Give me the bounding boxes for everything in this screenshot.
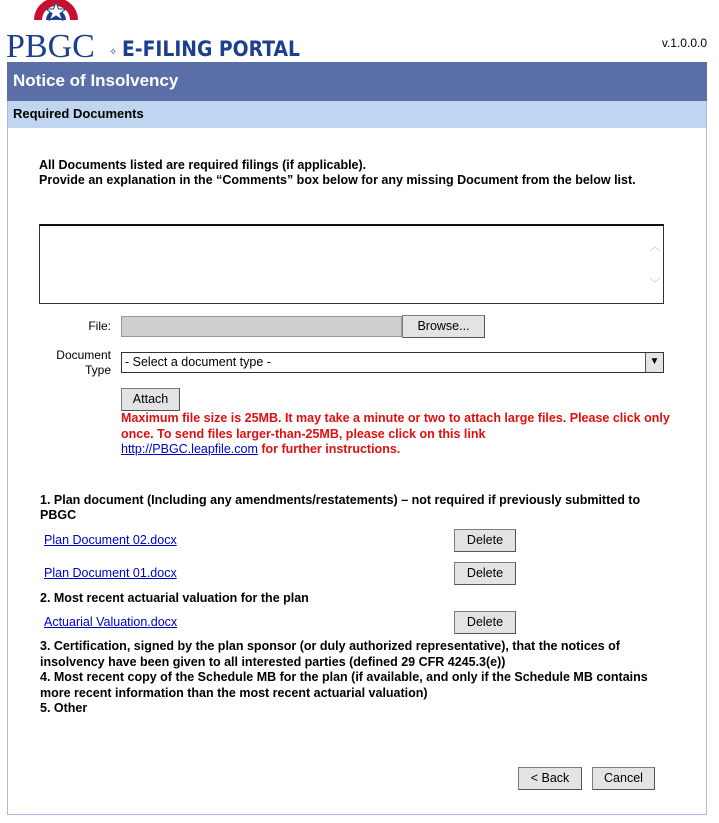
delete-button[interactable]: Delete: [454, 529, 516, 552]
remaining-requirements: [40, 639, 680, 717]
leapfile-link[interactable]: http://PBGC.leapfile.com: [121, 442, 258, 456]
document-type-select[interactable]: [121, 352, 664, 373]
document-type-label: Document Type: [56, 348, 111, 377]
browse-button[interactable]: Browse...: [402, 315, 485, 338]
scroll-up-icon[interactable]: ︿: [649, 241, 661, 253]
file-link-plan-document-02[interactable]: Plan Document 02.docx: [44, 533, 177, 547]
chevron-down-icon[interactable]: ▼: [645, 353, 663, 372]
scroll-down-icon[interactable]: ﹀: [649, 278, 661, 290]
delete-button[interactable]: Delete: [454, 562, 516, 585]
section-title: Required Documents: [8, 101, 706, 128]
requirement-2: 2. Most recent actuarial valuation for the plan: [40, 591, 309, 605]
pbgc-logo: [6, 0, 306, 60]
attach-button[interactable]: Attach: [121, 388, 180, 411]
file-link-actuarial-valuation[interactable]: Actuarial Valuation.docx: [44, 615, 178, 629]
file-size-warning: [121, 411, 681, 458]
intro-text: [39, 158, 669, 188]
required-documents-panel: [7, 101, 707, 815]
back-button[interactable]: < Back: [518, 767, 582, 790]
requirement-5: 5. Other: [40, 701, 88, 715]
requirement-1: 1. Plan document (Including any amendments/restatements) – not required if previously submitted to PBGC: [40, 493, 641, 522]
requirement-4: 4. Most recent copy of the Schedule MB for the plan (if available, and only if the Schedule MB contains more recent information than the most recent actuarial valuation): [40, 670, 648, 700]
warning-suffix: for further instructions.: [261, 442, 401, 456]
delete-button[interactable]: Delete: [454, 611, 516, 634]
header: [0, 0, 719, 62]
document-type-selected: - Select a document type -: [125, 355, 271, 369]
comments-textarea[interactable]: [39, 224, 664, 304]
logo-text: PBGC: [6, 28, 95, 60]
page-title: Notice of Insolvency: [7, 62, 707, 101]
intro-line-2: Provide an explanation in the “Comments” box below for any missing Document from the below list.: [39, 173, 636, 187]
portal-name: E-FILING PORTAL: [122, 37, 300, 60]
file-label: File:: [88, 319, 111, 333]
file-path-input[interactable]: [121, 316, 402, 337]
version-label: v.1.0.0.0: [661, 36, 707, 50]
file-link-plan-document-01[interactable]: Plan Document 01.docx: [44, 566, 177, 580]
intro-line-1: All Documents listed are required filings (if applicable).: [39, 158, 367, 172]
cancel-button[interactable]: Cancel: [592, 767, 655, 790]
warning-text: Maximum file size is 25MB. It may take a minute or two to attach large files. Please click only once. To send files larger-than-25MB, please click on this link: [121, 411, 670, 441]
logo-separator-icon: ✧: [109, 47, 118, 58]
requirement-3: 3. Certification, signed by the plan sponsor (or duly authorized representative), that the notices of insolvency have been given to all interested parties (defined 29 CFR 4245.3(e)): [40, 639, 620, 669]
